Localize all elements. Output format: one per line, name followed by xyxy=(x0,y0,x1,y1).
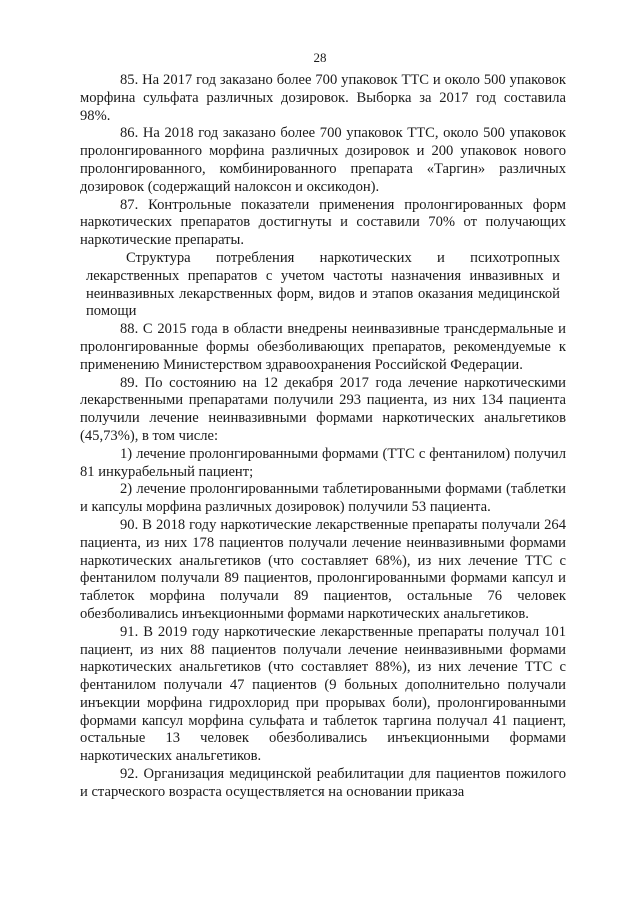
paragraph-86: 86. На 2018 год заказано более 700 упаковок ТТС, около 500 упаковок пролонгированного морфина различных дозировок и 200 упаковок нового пролонгированного, комбинированного препарата «Таргин» различных дозировок (содержащий налоксон и оксикодон). xyxy=(80,125,566,195)
paragraph-92: 92. Организация медицинской реабилитации для пациентов пожилого и старческого возраста осуществляется на основании приказа xyxy=(80,766,566,800)
paragraph-85: 85. На 2017 год заказано более 700 упаковок ТТС и около 500 упаковок морфина сульфата различных дозировок. Выборка за 2017 год составила 98%. xyxy=(80,72,566,124)
paragraph-88: 88. С 2015 года в области внедрены неинвазивные трансдермальные и пролонгированные формы обезболивающих препаратов, рекомендуемые к применению Министерством здравоохранения Российской Федерации. xyxy=(80,321,566,373)
list-item-1: 1) лечение пролонгированными формами (ТТС с фентанилом) получил 81 инкурабельный пациент; xyxy=(80,445,566,480)
paragraph-89: 89. По состоянию на 12 декабря 2017 года лечение наркотическими лекарственными препаратами получили 293 пациента, из них 134 пациента получили лечение неинвазивными формами наркотических анальгетиков (45,73%), в том числе: xyxy=(80,374,566,444)
document-body xyxy=(80,72,566,802)
paragraph-87: 87. Контрольные показатели применения пролонгированных форм наркотических препаратов достигнуты и составили 70% от получающих наркотические препараты. xyxy=(80,196,566,249)
page-number: 28 xyxy=(313,50,327,65)
paragraph-90: 90. В 2018 году наркотические лекарственные препараты получали 264 пациента, из них 178 пациентов получали лечение неинвазивными формами наркотических анальгетиков (что составляет 68%), из них лечение ТТС с фентанилом получали 89 пациентов, пролонгированными формами капсул и таблеток морфина получали 89 пациентов, остальные 76 человек обезболивались инъекционными формами наркотических анальгетиков. xyxy=(80,516,566,622)
list-item-2: 2) лечение пролонгированными таблетированными формами (таблетки и капсулы морфина различных дозировок) получили 53 пациента. xyxy=(80,481,566,516)
section-heading: Структура потребления наркотических и психотропных лекарственных препаратов с учетом частоты назначения инвазивных и неинвазивных лекарственных форм, видов и этапов оказания медицинской помощи xyxy=(86,249,560,320)
paragraph-91: 91. В 2019 году наркотические лекарственные препараты получал 101 пациент, из них 88 пациентов получали лечение неинвазивными формами наркотических анальгетиков (что составляет 88%), из них лечение ТТС с фентанилом получали 47 пациентов (9 больных дополнительно получали инъекции морфина гидрохлорид при прорывах боли), пролонгированными формами капсул морфина сульфата и таблеток таргина получал 41 пациент, остальные 13 человек обезболивались инъекционными формами наркотических анальгетиков. xyxy=(80,623,566,765)
